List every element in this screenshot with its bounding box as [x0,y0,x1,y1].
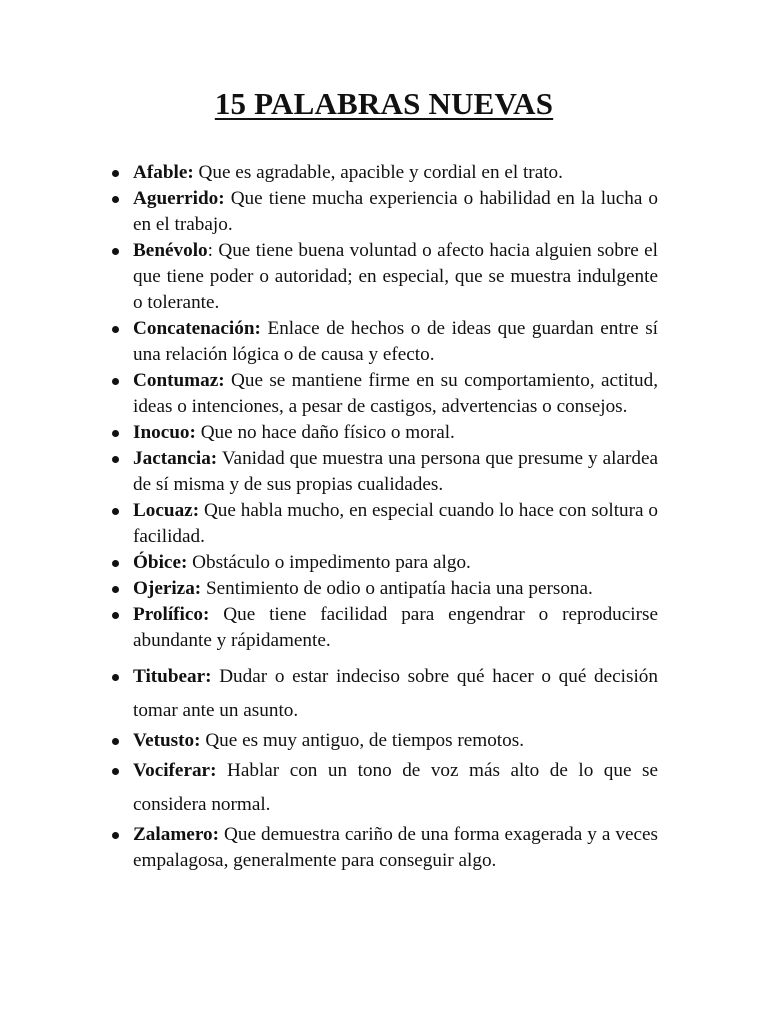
definition: Que habla mucho, en especial cuando lo hace con soltura o facilidad. [133,500,658,547]
definition: Que demuestra cariño de una forma exagerada y a veces empalagosa, generalmente para conseguir algo. [133,824,658,871]
term: Afable: [133,162,194,183]
list-item [108,498,658,550]
term: Prolífico: [133,604,210,625]
term: Ojeriza: [133,578,202,599]
list-item [108,576,658,602]
term: Concatenación: [133,318,261,339]
glossary-list [108,160,658,874]
list-item [108,186,658,238]
list-item [108,316,658,368]
term: Zalamero: [133,824,219,845]
term: Vociferar: [133,760,217,781]
list-item [108,446,658,498]
definition: Que es muy antiguo, de tiempos remotos. [200,730,524,751]
definition: Enlace de hechos o de ideas que guardan entre sí una relación lógica o de causa y efecto. [133,318,658,365]
list-item [108,660,658,728]
term: Benévolo [133,240,208,261]
list-item [108,238,658,316]
definition: Que se mantiene firme en su comportamiento, actitud, ideas o intenciones, a pesar de castigos, advertencias o consejos. [133,370,658,417]
definition: Sentimiento de odio o antipatía hacia una persona. [201,578,593,599]
page-title: 15 PALABRAS NUEVAS [214,86,554,121]
list-item [108,728,658,754]
list-item [108,368,658,420]
term: Contumaz: [133,370,225,391]
term: Titubear: [133,666,212,687]
definition: Hablar con un tono de voz más alto de lo que se considera normal. [133,760,658,815]
list-item [108,420,658,446]
list-item [108,160,658,186]
term: Jactancia: [133,448,218,469]
list-item [108,550,658,576]
definition: Que es agradable, apacible y cordial en el trato. [193,162,563,183]
term: Aguerrido: [133,188,225,209]
term: Vetusto: [133,730,201,751]
list-item [108,822,658,874]
definition: Que tiene mucha experiencia o habilidad en la lucha o en el trabajo. [133,188,658,235]
term: Óbice: [133,552,188,573]
term: Locuaz: [133,500,200,521]
definition: Vanidad que muestra una persona que presume y alardea de sí misma y de sus propias cualidades. [133,448,658,495]
list-item [108,754,658,822]
definition: Obstáculo o impedimento para algo. [187,552,471,573]
definition: Que no hace daño físico o moral. [195,422,455,443]
definition: : Que tiene buena voluntad o afecto hacia alguien sobre el que tiene poder o autoridad; en especial, que se muestra indulgente o tolerante. [133,240,658,313]
definition: Que tiene facilidad para engendrar o reproducirse abundante y rápidamente. [133,604,658,651]
list-item [108,602,658,654]
term: Inocuo: [133,422,196,443]
definition: Dudar o estar indeciso sobre qué hacer o qué decisión tomar ante un asunto. [133,666,658,721]
